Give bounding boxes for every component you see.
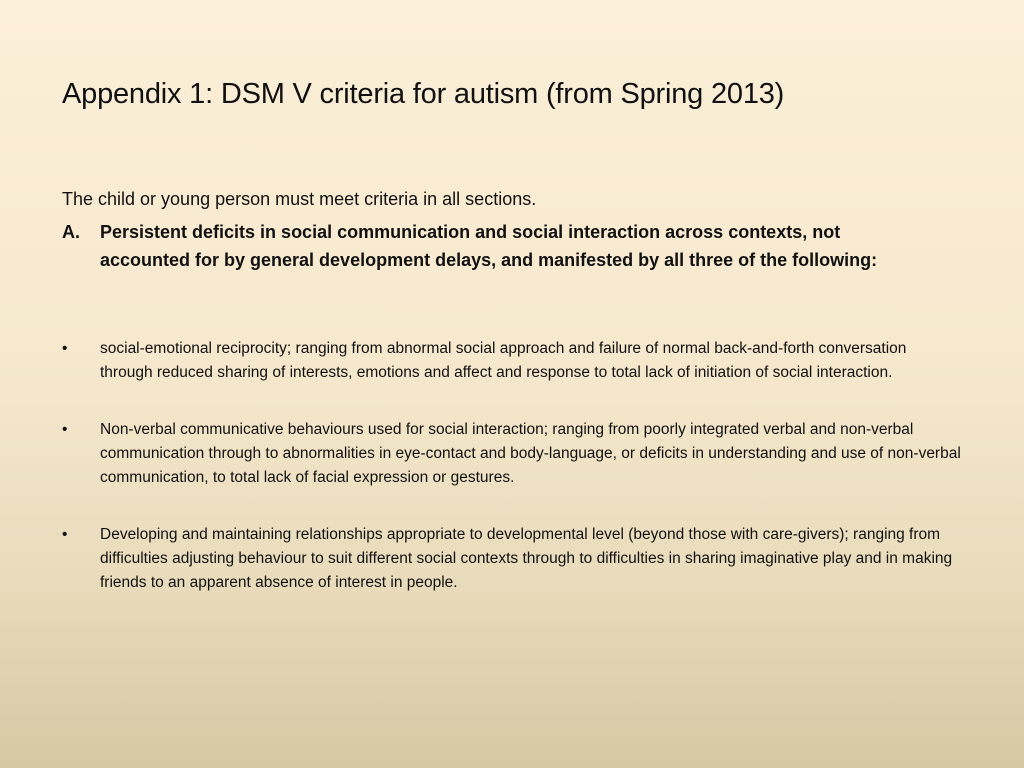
bullet-text: Non-verbal communicative behaviours used for social interaction; ranging from poorly integrated verbal and non-verbal communication through to abnormalities in eye-contact and body-language, or deficits in understanding and use of non-verbal communication, to total lack of facial expression or gestures. bbox=[100, 421, 961, 486]
list-item bbox=[62, 523, 962, 595]
bullet-icon: • bbox=[62, 421, 68, 438]
bullet-icon: • bbox=[62, 340, 68, 357]
slide-body bbox=[62, 186, 962, 274]
list-item bbox=[62, 418, 962, 490]
bullet-icon: • bbox=[62, 526, 68, 543]
bullet-text: Developing and maintaining relationships appropriate to developmental level (beyond those with care-givers); ranging from difficulties adjusting behaviour to suit different social contexts through to difficulties in sharing imaginative play and in making friends to an apparent absence of interest in people. bbox=[100, 526, 953, 591]
slide-title: Appendix 1: DSM V criteria for autism (from Spring 2013) bbox=[62, 78, 785, 110]
criteria-bullet-list bbox=[62, 337, 962, 628]
section-heading: Persistent deficits in social communication and social interaction across contexts, not accounted for by general development delays, and manifested by all three of the following: bbox=[100, 222, 878, 270]
criteria-section-a bbox=[62, 218, 962, 274]
list-item bbox=[62, 337, 962, 385]
section-marker: A. bbox=[62, 222, 80, 242]
intro-text: The child or young person must meet criteria in all sections. bbox=[62, 189, 537, 209]
bullet-text: social-emotional reciprocity; ranging from abnormal social approach and failure of normal back-and-forth conversation through reduced sharing of interests, emotions and affect and response to total lack of initiation of social interaction. bbox=[100, 340, 907, 381]
